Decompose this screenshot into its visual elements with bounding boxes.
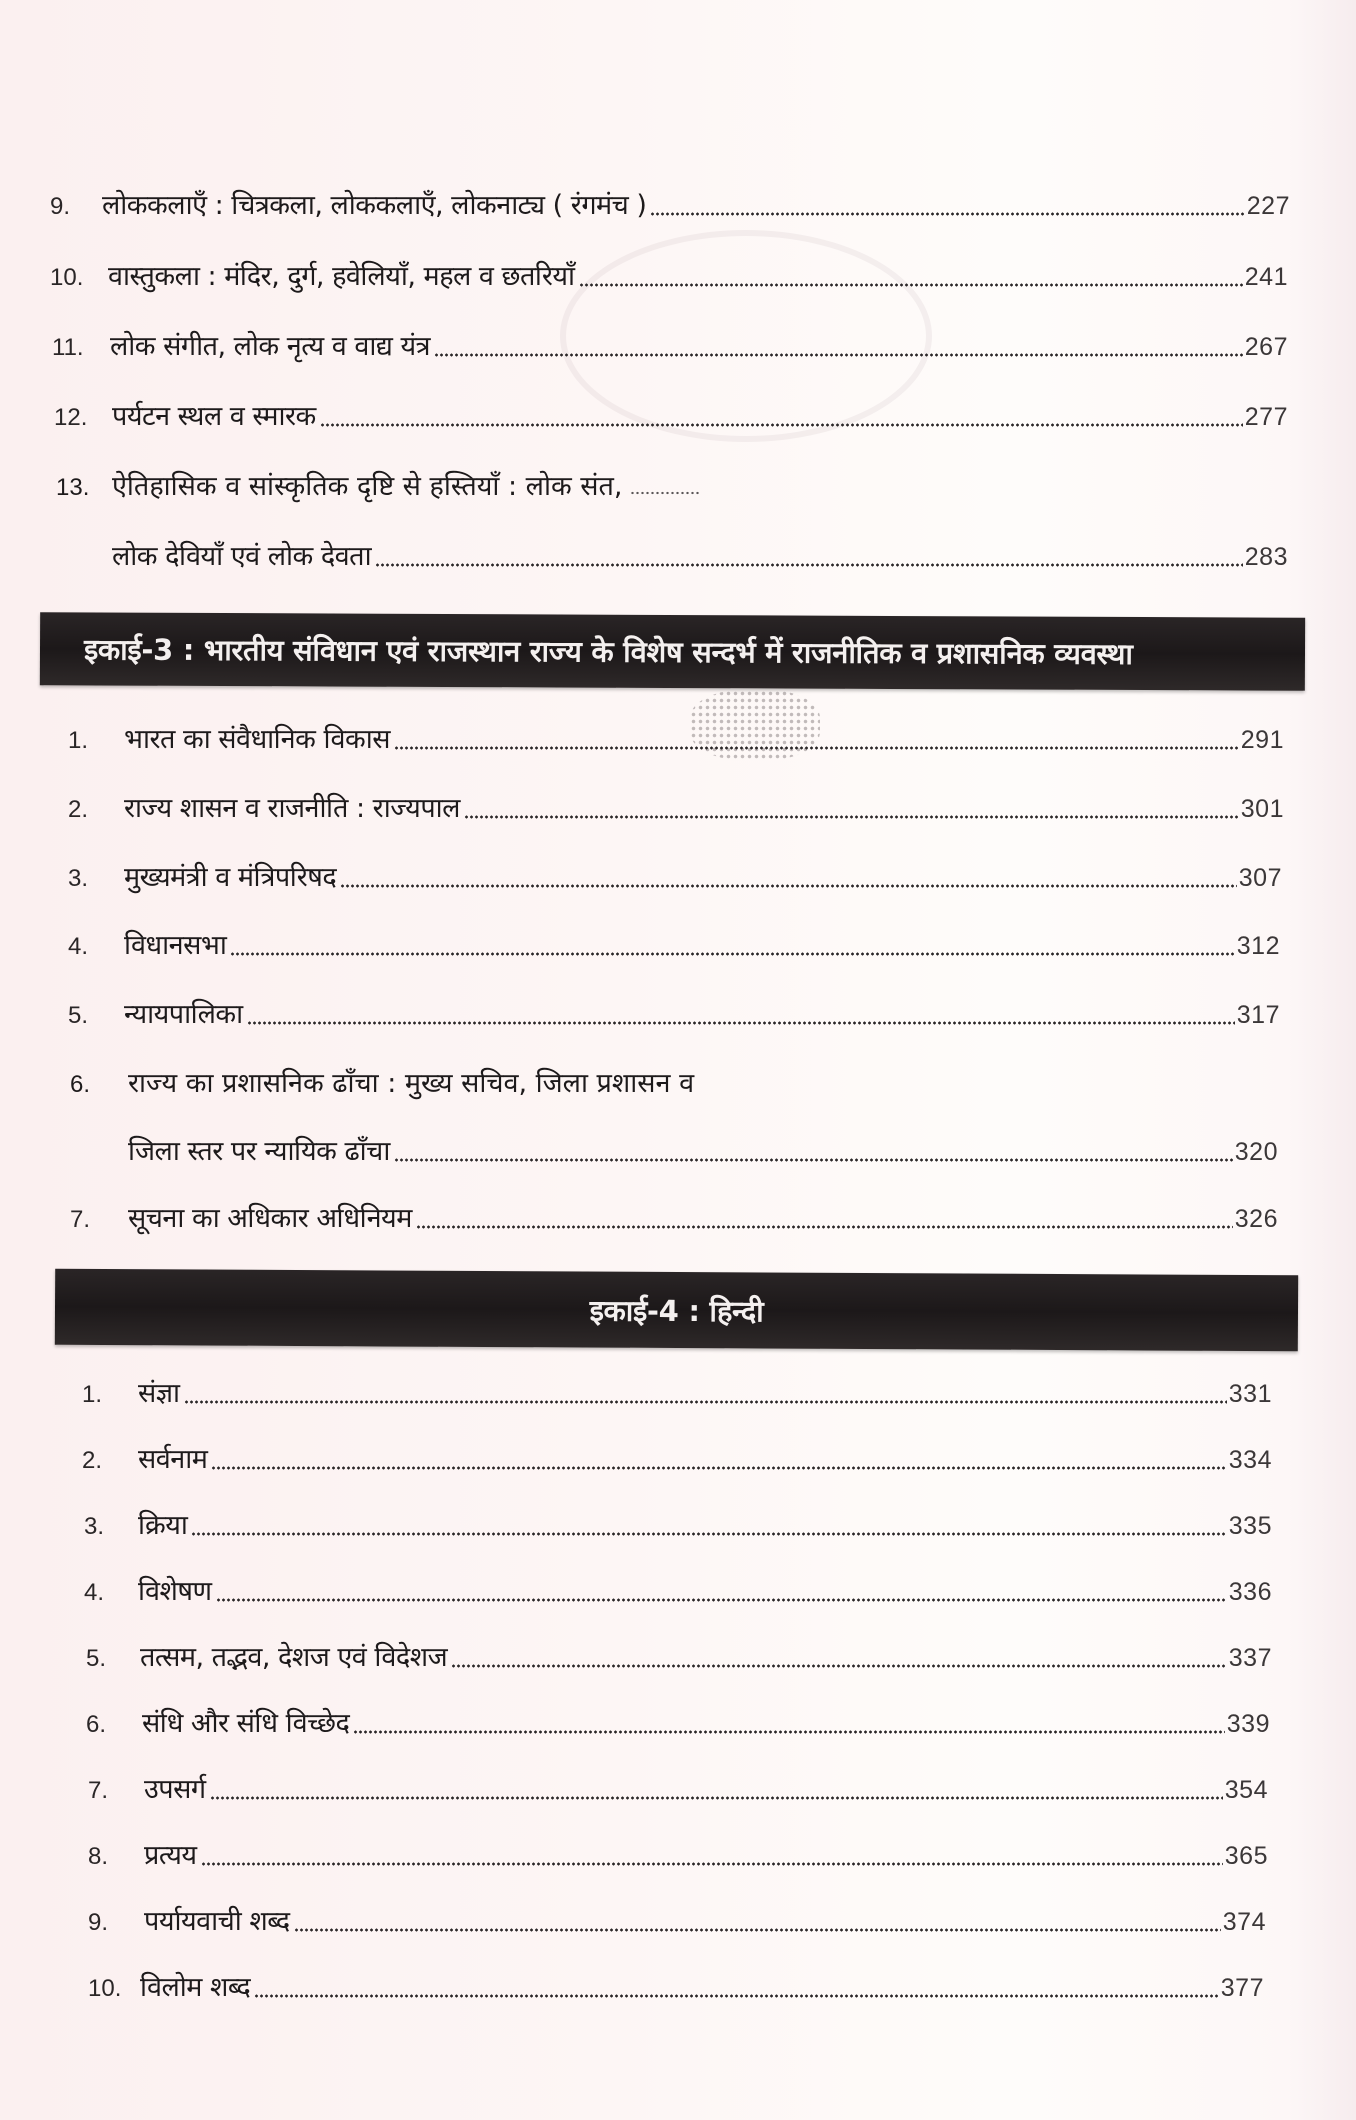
- entry-page-number: 301: [1240, 795, 1284, 823]
- toc-entry[interactable]: [88, 1908, 1266, 1935]
- dot-leader: [294, 1928, 1221, 1932]
- entry-page-number: 377: [1220, 1974, 1264, 2002]
- dot-leader: [353, 1730, 1224, 1734]
- entry-title: क्रिया: [138, 1510, 188, 1541]
- dot-leader: [191, 1532, 1226, 1536]
- entry-page-number: 267: [1244, 333, 1288, 361]
- entry-title: प्रत्यय: [144, 1840, 197, 1871]
- entry-page-number: 307: [1238, 864, 1282, 892]
- toc-entry[interactable]: [86, 1710, 1270, 1737]
- toc-entry[interactable]: [54, 403, 1288, 430]
- dot-leader: [464, 815, 1239, 819]
- entry-page-number: 339: [1226, 1710, 1270, 1738]
- dot-leader: [630, 491, 700, 495]
- dot-leader: [416, 1225, 1233, 1229]
- toc-entry[interactable]: [88, 1974, 1264, 2001]
- entry-title: ऐतिहासिक व सांस्कृतिक दृष्टि से हस्तियाँ : लोक संत,: [112, 471, 623, 502]
- dot-leader: [230, 952, 1234, 956]
- entry-page-number: 335: [1228, 1512, 1272, 1540]
- entry-number: 3.: [84, 1513, 105, 1540]
- dot-leader: [340, 884, 1237, 888]
- entry-title: तत्सम, तद्भव, देशज एवं विदेशज: [140, 1642, 448, 1673]
- entry-number: 7.: [88, 1777, 109, 1804]
- entry-page-number: 374: [1222, 1908, 1266, 1936]
- entry-number: 13.: [56, 474, 90, 501]
- entry-page-number: 365: [1224, 1842, 1268, 1870]
- entry-number: 8.: [88, 1843, 109, 1870]
- toc-entry[interactable]: [68, 932, 1280, 959]
- toc-entry[interactable]: [68, 864, 1282, 891]
- dot-leader: [451, 1664, 1227, 1668]
- entry-page-number: 291: [1240, 726, 1284, 754]
- toc-entry-line2[interactable]: [112, 543, 1288, 570]
- entry-title: न्यायपालिका: [124, 999, 243, 1030]
- entry-number: 10.: [88, 1975, 122, 2002]
- entry-page-number: 320: [1234, 1138, 1278, 1166]
- toc-entry[interactable]: [82, 1446, 1272, 1473]
- entry-number: 1.: [82, 1381, 103, 1408]
- toc-entry[interactable]: [82, 1380, 1272, 1407]
- entry-page-number: 354: [1224, 1776, 1268, 1804]
- entry-number: 4.: [68, 933, 89, 960]
- entry-page-number: 326: [1234, 1205, 1278, 1233]
- dot-leader: [201, 1862, 1223, 1866]
- entry-number: 4.: [84, 1579, 105, 1606]
- toc-entry[interactable]: [50, 192, 1290, 219]
- entry-number: 3.: [68, 865, 89, 892]
- entry-title: विधानसभा: [124, 930, 227, 961]
- entry-title: राज्य का प्रशासनिक ढाँचा : मुख्य सचिव, जिला प्रशासन व: [128, 1068, 695, 1099]
- entry-title-continued: जिला स्तर पर न्यायिक ढाँचा: [128, 1136, 390, 1167]
- entry-number: 6.: [86, 1711, 107, 1738]
- entry-number: 5.: [68, 1002, 89, 1029]
- entry-page-number: 336: [1228, 1578, 1272, 1606]
- entry-title: लोक संगीत, लोक नृत्य व वाद्य यंत्र: [110, 331, 431, 362]
- entry-title: संधि और संधि विच्छेद: [142, 1708, 350, 1739]
- entry-title: भारत का संवैधानिक विकास: [124, 724, 390, 755]
- dot-leader: [247, 1021, 1235, 1025]
- toc-entry-line1[interactable]: [56, 473, 700, 500]
- dot-leader: [434, 353, 1243, 357]
- dot-leader: [394, 1158, 1233, 1162]
- toc-entry[interactable]: [84, 1578, 1272, 1605]
- entry-title: विलोम शब्द: [140, 1972, 251, 2003]
- entry-title: पर्यायवाची शब्द: [144, 1906, 290, 1937]
- entry-number: 11.: [52, 334, 84, 361]
- unit-3-header: [40, 612, 1305, 691]
- entry-number: 9.: [50, 193, 71, 220]
- entry-title: विशेषण: [138, 1576, 212, 1607]
- entry-title: मुख्यमंत्री व मंत्रिपरिषद: [124, 862, 337, 893]
- entry-number: 7.: [70, 1206, 91, 1233]
- entry-title: सूचना का अधिकार अधिनियम: [128, 1203, 412, 1234]
- toc-entry[interactable]: [52, 333, 1288, 360]
- entry-title: लोककलाएँ : चित्रकला, लोककलाएँ, लोकनाट्य ( रंगमंच ): [102, 190, 647, 221]
- entry-title: उपसर्ग: [144, 1774, 206, 1805]
- entry-page-number: 331: [1228, 1380, 1272, 1408]
- entry-page-number: 312: [1236, 932, 1280, 960]
- dot-leader: [579, 283, 1243, 287]
- entry-number: 10.: [50, 264, 84, 291]
- entry-page-number: 334: [1228, 1446, 1272, 1474]
- entry-title: संज्ञा: [138, 1378, 180, 1409]
- entry-title: वास्तुकला : मंदिर, दुर्ग, हवेलियाँ, महल व छतरियाँ: [108, 261, 575, 292]
- toc-entry[interactable]: [68, 795, 1284, 822]
- unit-4-title: इकाई-4 : हिन्दी: [589, 1293, 764, 1328]
- dot-leader: [375, 563, 1243, 567]
- toc-entry[interactable]: [50, 263, 1288, 290]
- dot-leader: [254, 1994, 1219, 1998]
- toc-entry[interactable]: [88, 1776, 1268, 1803]
- toc-entry-line1[interactable]: [70, 1070, 694, 1097]
- entry-number: 5.: [86, 1645, 107, 1672]
- entry-title-continued: लोक देवियाँ एवं लोक देवता: [112, 541, 372, 572]
- entry-number: 2.: [68, 796, 89, 823]
- entry-page-number: 337: [1228, 1644, 1272, 1672]
- entry-page-number: 283: [1244, 543, 1288, 571]
- toc-entry[interactable]: [84, 1512, 1272, 1539]
- entry-title: सर्वनाम: [138, 1444, 208, 1475]
- dot-leader: [320, 423, 1243, 427]
- toc-entry[interactable]: [88, 1842, 1268, 1869]
- entry-page-number: 277: [1244, 403, 1288, 431]
- unit-4-header: [55, 1269, 1298, 1352]
- dot-leader: [211, 1466, 1226, 1470]
- dot-leader: [216, 1598, 1227, 1602]
- toc-entry[interactable]: [68, 1001, 1280, 1028]
- entry-number: 12.: [54, 404, 88, 431]
- entry-number: 6.: [70, 1071, 91, 1098]
- toc-entry-line2[interactable]: [128, 1138, 1278, 1165]
- entry-page-number: 227: [1246, 192, 1290, 220]
- entry-title: पर्यटन स्थल व स्मारक: [112, 401, 316, 432]
- entry-number: 9.: [88, 1909, 109, 1936]
- dot-leader: [394, 746, 1239, 750]
- toc-entry[interactable]: [70, 1205, 1278, 1232]
- entry-page-number: 317: [1236, 1001, 1280, 1029]
- dot-leader: [184, 1400, 1227, 1404]
- dot-leader: [210, 1796, 1223, 1800]
- entry-page-number: 241: [1244, 263, 1288, 291]
- dot-leader: [650, 212, 1244, 216]
- toc-entry[interactable]: [68, 726, 1284, 753]
- entry-number: 1.: [68, 727, 89, 754]
- entry-title: राज्य शासन व राजनीति : राज्यपाल: [124, 793, 460, 824]
- unit-3-title: इकाई-3 : भारतीय संविधान एवं राजस्थान राज्य के विशेष सन्दर्भ में राजनीतिक व प्रशासनिक व्यवस्था: [83, 632, 1133, 672]
- toc-entry[interactable]: [86, 1644, 1272, 1671]
- entry-number: 2.: [82, 1447, 103, 1474]
